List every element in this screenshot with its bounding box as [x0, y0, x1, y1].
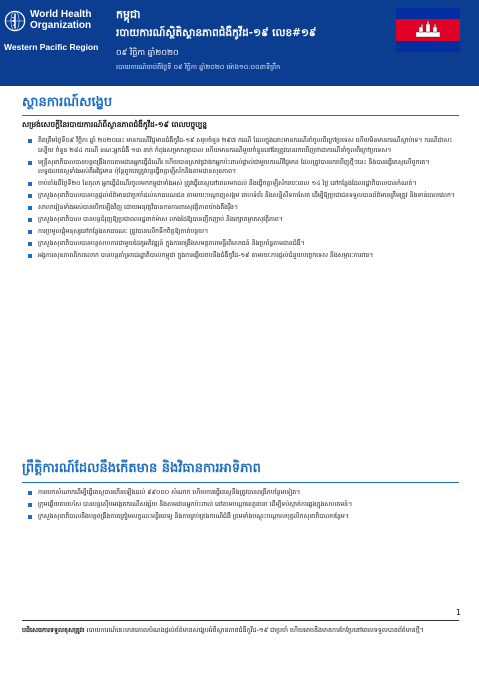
- response-divider: [22, 482, 459, 483]
- list-item: អង្គការសុខភាពពិភពលោក បានបន្តគាំទ្ររាជរដ្ឋាភិបាលកម្ពុជា ក្នុងការឆ្លើយតបនឹងជំងឺកូវីដ-១៩ តាមរយៈការផ្តល់ជំនួយបច្ចេកទេស និងសម្ភារៈការពារ។: [38, 251, 462, 261]
- cambodia-flag-icon: [396, 8, 460, 52]
- report-date: ០៩ វិច្ឆិកា ឆ្នាំ២០២០: [116, 48, 179, 57]
- footer-divider: [22, 620, 459, 621]
- list-item: ចាប់តាំងពីថ្ងៃទី២០ ខែតុលា អ្នកធ្វើដំណើរចូលមកកម្ពុជាទាំងអស់ ត្រូវធ្វើតេស្តនៅពេលមកដល់ និងធ្វើចត្តាឡីស័ករយៈពេល ១៤ ថ្ងៃ នៅកន្លែងដែលរដ្ឋាភិបាលបានកំណត់។: [38, 179, 462, 189]
- report-header: [0, 0, 479, 86]
- list-item: ក្រសួងសុខាភិបាលបានបន្តផ្តល់ព័ត៌មានជាប្រចាំដល់សាធារណជន តាមរយៈបណ្តាញសង្គម គេហទំព័រ និងសន្និសីទកាសែត ដើម្បីឱ្យប្រជាជនទទួលបានព័ត៌មានត្រឹមត្រូវ និងទាន់ពេលវេលា។: [38, 191, 462, 201]
- situation-subheading: សម្រង់សេចក្តីនៃរបាយការណ៍ពីស្ថានភាពជំងឺកូវីដ-១៩ ពេលបច្ចុប្បន្ន: [22, 120, 208, 129]
- list-item: គិតត្រឹមថ្ងៃទី០៩ វិច្ឆិកា ឆ្នាំ ២០២០នេះ មានករណីវិជ្ជមានជំងឺកូវីដ-១៩ សរុបចំនួន ២៩៧ ករណី ដែលក្នុងនោះមានករណីនាំចូលពីក្រៅប្រទេស ហើយមិនមានករណីស្លាប់ទេ។ ករណីជាសះស្បើយ ចំនួន ២៨៤ ករណី ខណៈអ្នកជំងឺ ១៣ នាក់ កំពុងសម្រាកព្យាបាល ហើយមានករណីមួយចំនួននៅតែត្រូវបានរកឃើញថាជាករណីនាំចូលពីក្រៅប្រទេស។: [38, 136, 462, 155]
- list-item: សាលារៀនទាំងអស់បានបើកឡើងវិញ ដោយអនុវត្តវិធានការការពារសុវត្ថិភាពយ៉ាងតឹងរ៉ឹង។: [38, 203, 462, 213]
- page-number: 1: [456, 608, 462, 617]
- list-item: ក្រសួងសុខាភិបាលនឹងបន្តពង្រឹងការត្រៀមលក្ខណៈមន្ទីរពេទ្យ និងការគ្រប់គ្រងករណីជំងឺ ព្រមទាំងបណ្តុះបណ្តាលបុគ្គលិកសុខាភិបាលបន្ថែម។: [38, 512, 462, 522]
- list-item: មន្ត្រីសុខាភិបាលបានបន្តពង្រឹងការតាមដានអ្នកធ្វើដំណើរ ហើយបានស្រាវជ្រាវរកអ្នកប៉ះពាល់ផ្ទាល់ជាមួយករណីវិជ្ជមាន ដែលត្រូវបានរកឃើញថ្មីៗនេះ និងបានធ្វើតេស្តលើពួកគេ។ លទ្ធផលតេស្តទាំងអស់គឺអវិជ្ជមាន ប៉ុន្តែពួកគេត្រូវបន្តធ្វើចត្តាឡីស័កនិងតាមដានសុខភាព។: [38, 158, 462, 177]
- list-item: ក្រសួងសុខាភិបាលបានបន្តសហការជាមួយដៃគូអភិវឌ្ឍន៍ ក្នុងការពង្រឹងសមត្ថភាពមន្ទីរពិសោធន៍ និងប្រព័ន្ធតាមដានជំងឺ។: [38, 239, 462, 249]
- org-name-line1: World Health: [30, 9, 92, 20]
- org-region: Western Pacific Region: [4, 42, 99, 52]
- list-item: ក្រសួងសុខាភិបាល បានបន្តជំរុញឱ្យប្រជាពលរដ្ឋពាក់ម៉ាស លាងដៃឱ្យបានញឹកញាប់ និងរក្សាគម្លាតសុវត្ថិភាព។: [38, 215, 462, 225]
- footnote: [22, 626, 462, 636]
- org-name: [30, 9, 91, 31]
- list-item: ការយកសំណាកដើម្បីធ្វើតេស្តបានកើនឡើងដល់ ៩៩០០០ សំណាក ហើយការធ្វើតេស្តនឹងត្រូវបានពង្រីកបន្ថែមទៀត។: [38, 488, 462, 498]
- list-item: ការប្រមូលផ្តុំមនុស្សនៅកន្លែងសាធារណៈ ត្រូវបានលើកទឹកចិត្តឱ្យកាត់បន្ថយ។: [38, 227, 462, 237]
- country-name: កម្ពុជា: [116, 8, 141, 21]
- situation-divider: [22, 115, 459, 116]
- report-title: របាយការណ៍ស្ថិតិស្ថានភាពជំងឺកូវីដ-១៩ លេខ#១៩: [116, 27, 317, 39]
- list-item: ក្រុមឆ្លើយតបរហ័ស បានបន្តស៊ើបអង្កេតករណីសង្ស័យ និងតាមដានអ្នកប៉ះពាល់ នៅតាមបណ្តាខេត្តនានា ដើម្បីទប់ស្កាត់ការឆ្លងក្នុងសហគមន៍។: [38, 500, 462, 510]
- footnote-text: របាយការណ៍នេះមានគោលបំណងផ្តល់ព័ត៌មានសង្ខេបអំពីស្ថានភាពជំងឺកូវីដ-១៩ ជាប្រចាំ ហើយអាចនឹងមានការកែប្រែនៅពេលទទួលបានព័ត៌មានថ្មី។: [86, 627, 424, 634]
- situation-list: [38, 136, 462, 262]
- response-heading: ព្រឹត្តិការណ៍ដែលនឹងកើតមាន និងវិធានការអាទិភាព: [22, 461, 261, 476]
- org-name-line2: Organization: [30, 20, 92, 31]
- footnote-label: បដិសេធការទទួលខុសត្រូវ៖: [22, 627, 85, 634]
- situation-heading: ស្ថានការណ៍សង្ខេប: [22, 95, 113, 110]
- response-list: [38, 488, 462, 524]
- report-period: របាយការណ៍ចាប់ពីថ្ងៃទី ០៩ វិច្ឆិកា ឆ្នាំ២០២០ ម៉ោង១០:០០នាទីព្រឹក: [116, 63, 281, 71]
- who-emblem-icon: [4, 10, 26, 32]
